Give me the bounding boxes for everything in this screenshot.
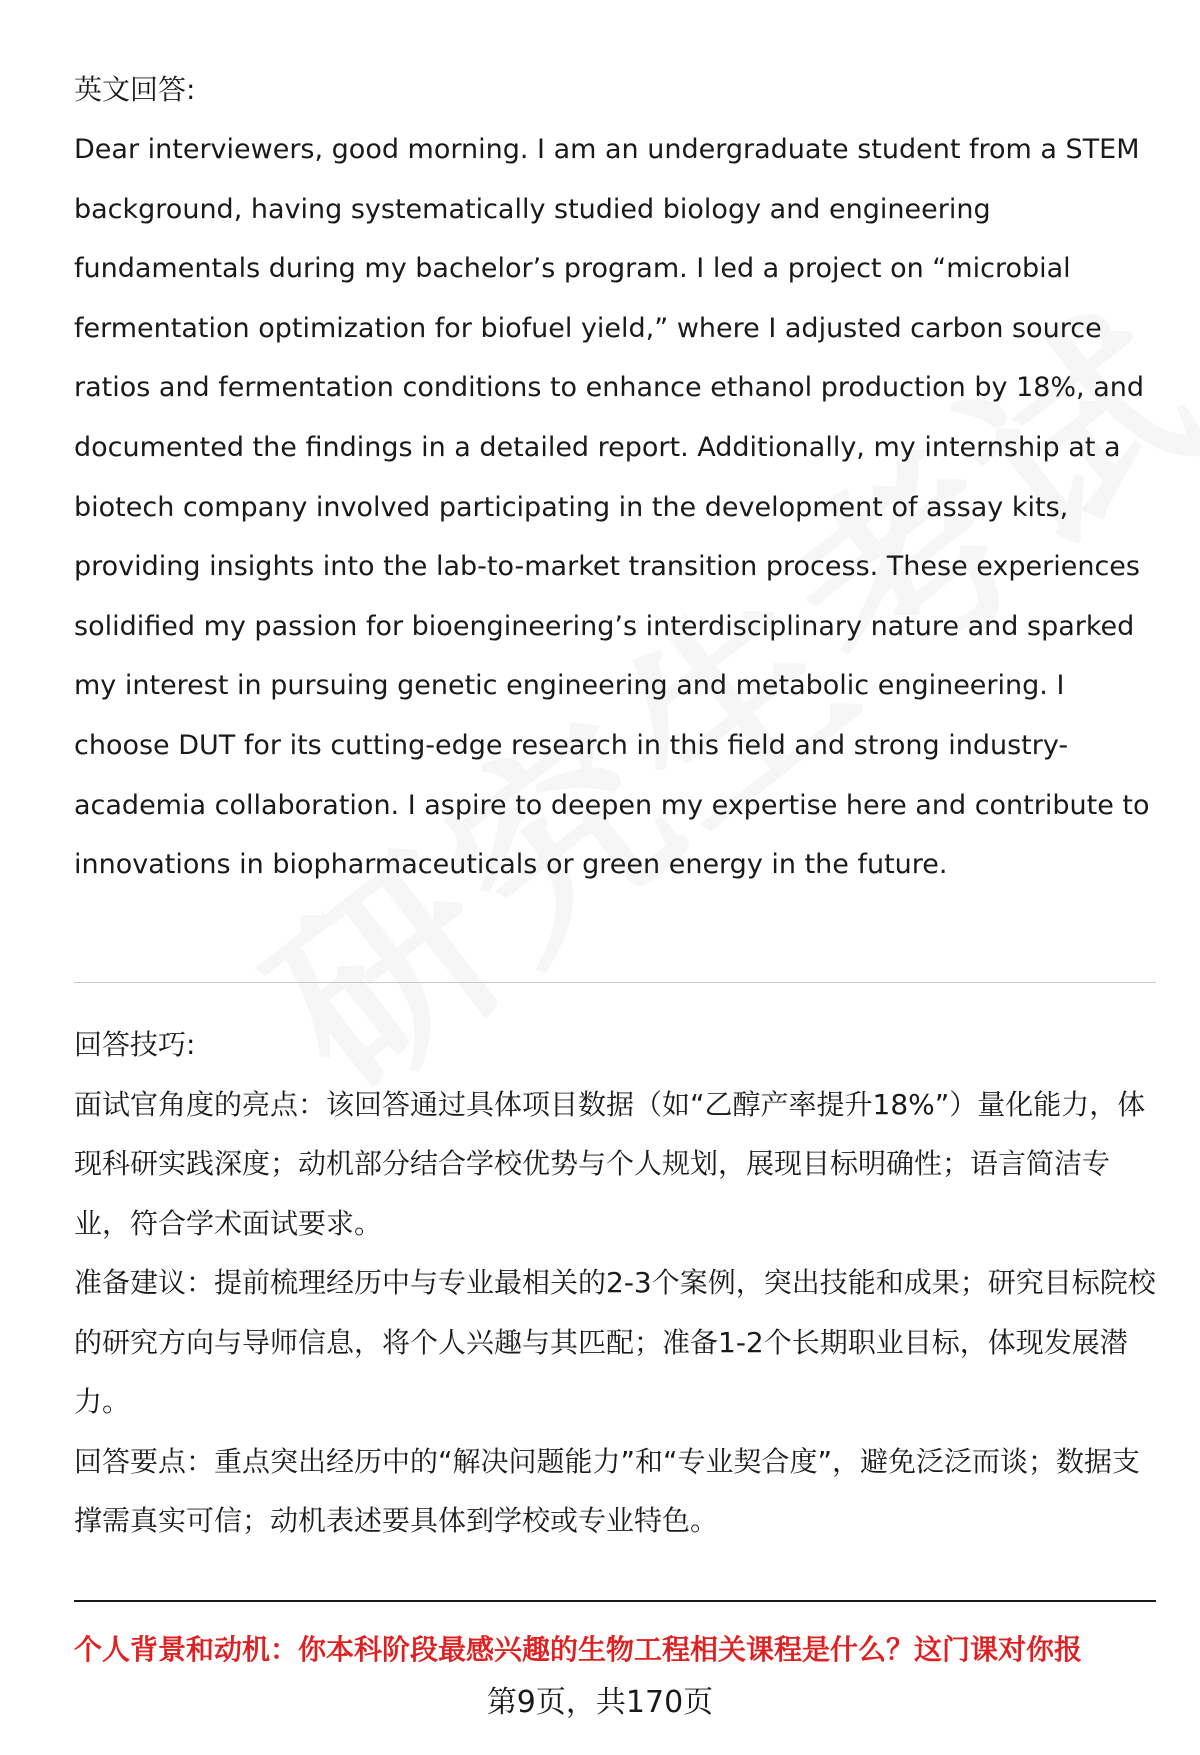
page-footer: 第9页，共170页 (486, 1685, 714, 1720)
english-answer-label: 英文回答: (74, 73, 196, 106)
answer-tips-section (74, 1015, 1156, 1551)
english-answer-section (74, 60, 1156, 895)
tips-highlights: 面试官角度的亮点：该回答通过具体项目数据（如“乙醇产率提升18%”）量化能力，体现科研实践深度；动机部分结合学校优势与个人规划，展现目标明确性；语言简洁专业，符合学术面试要求。 (74, 1087, 1146, 1240)
question-divider (74, 1600, 1156, 1602)
section-divider (74, 982, 1156, 983)
next-question-heading: 个人背景和动机：你本科阶段最感兴趣的生物工程相关课程是什么？这门课对你报 (74, 1633, 1083, 1666)
tips-preparation: 准备建议：提前梳理经历中与专业最相关的2-3个案例，突出技能和成果；研究目标院校的研究方向与导师信息，将个人兴趣与其匹配；准备1-2个长期职业目标，体现发展潜力。 (74, 1266, 1156, 1418)
tips-label: 回答技巧: (74, 1028, 196, 1061)
english-answer-text: Dear interviewers, good morning. I am an undergraduate student from a STEM background, having systematically studied biology and engineering fundamentals during my bachelor’s program. I led a project on “microbial fermentation optimization for biofuel yield,” where I adjusted carbon source ratios and fermentation conditions to enhance ethanol production by 18%, and documented the findings in a detailed report. Additionally, my internship at a biotech company involved participating in the development of assay kits, providing insights into the lab-to-market transition process. These experiences solidified my passion for bioengineering’s interdisciplinary nature and sparked my interest in pursuing genetic engineering and metabolic engineering. I choose DUT for its cutting-edge research in this field and strong industry-academia collaboration. I aspire to deepen my expertise here and contribute to innovations in biopharmaceuticals or green energy in the future. (74, 134, 1150, 881)
tips-key-points: 回答要点：重点突出经历中的“解决问题能力”和“专业契合度”，避免泛泛而谈；数据支撑需真实可信；动机表述要具体到学校或专业特色。 (74, 1444, 1141, 1537)
